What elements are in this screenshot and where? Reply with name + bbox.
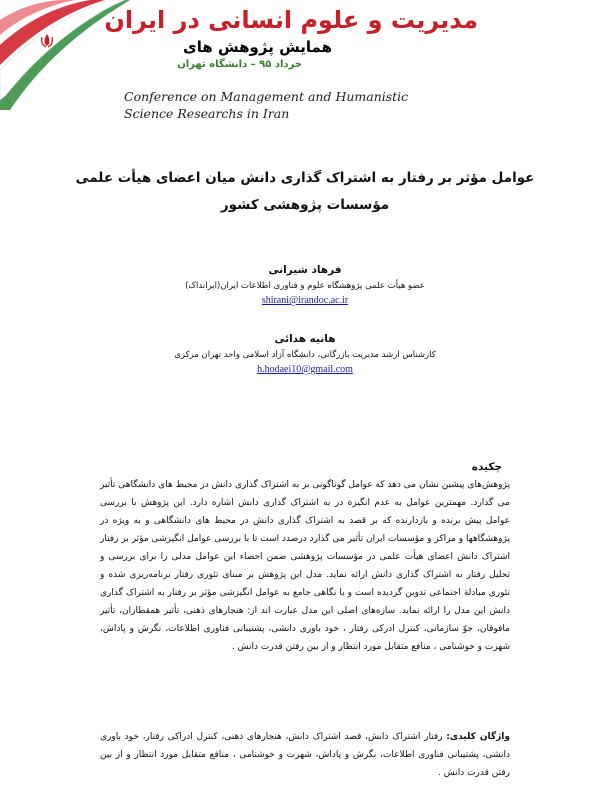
abstract-body: پژوهش‌های پیشین نشان می دهد که عوامل گوناگونی بر به اشتراک گذاری دانش در محیط های دانشگاهی تأثیر می گذارد. مهمترین عوامل به عدم انگیزة در به اشتراک گذاری دانش اشاره دارد. این پژوهش با بررسی عوامل پیش برنده و بازدارنده که بر قصد به اشتراک گذاری دانش در محیط های دانشگاهی و به ویژه در پژوهشگاهها و مراکز و مؤسسات ایران تأثیر می گذارد درصدد است تا با بررسی عوامل انگیزشی مؤثر بر رفتار اشتراک دانش اعضای هیأت علمی در مؤسسات پژوهشی ضمن احصاء این عوامل مدلی را برای بررسی و تحلیل رفتار به اشتراک گذاری دانش ارائه نماید. مدل این پژوهش بر مبنای تئوری رفتار برنامه‌ریزی شده و تئوری مبادلة اجتماعی تدوین گردیده است و با نگاهی جامع به عوامل انگیزشی مؤثر بر رفتار به اشتراک گذاری دانش این مدل را ارائه نماید. سازه‌های اصلی این مدل عبارت اند از: هنجارهای ذهنی، تأثیر همقطاران، تأثیر مافوقان، جوّ سازمانی، کنترل ادرکی رفتار ، خود باوری دانشی، پشتیبانی فناوری اطلاعات، نگرش و پاداش، شهرت و خوشنامی ، منافع متقابل مورد انتظار و از بین رفتن قدرت دانش . [100, 480, 510, 652]
keywords-text: رفتار اشتراک دانش، قصد اشتراک دانش، هنجارهای ذهنی، کنترل ادراکی رفتار، خود باوری دانشی، پشتیبانی فناوری اطلاعات، نگرش و پاداش، شهرت و خوشنامی ، منافع متقابل مورد انتظار و از بین رفتن قدرت دانش . [100, 732, 510, 778]
author-affiliation: عضو هیأت علمی پژوهشگاه علوم و فناوری اطلاعات ایران(ایرانداک) [185, 281, 425, 291]
author-affiliation: کارشناس ارشد مدیریت بازرگانی، دانشگاه آزاد اسلامی واحد تهران مرکزی [174, 350, 436, 360]
keywords-label: واژگان کلیدی: [446, 732, 510, 742]
author-email-link[interactable]: h.hodaei10@gmail.com [257, 364, 353, 375]
author-name: هانیه هدائی [274, 333, 336, 345]
conference-subtitle-fa: همایش پژوهش های [182, 38, 332, 56]
conference-title-fa: مدیریت و علوم انسانی در ایران [104, 6, 478, 34]
conference-date-fa: خرداد ۹۵ – دانشگاه تهران [177, 59, 302, 70]
conference-title-en: Conference on Management and Humanistic Science Researchs in Iran [124, 89, 409, 121]
paper-title: عوامل مؤثر بر رفتار به اشتراک گذاری دانش میان اعضای هیأت علمی مؤسسات پژوهشی کشور [75, 170, 535, 213]
author-block [60, 262, 550, 308]
iran-emblem-icon [38, 32, 56, 50]
author-name: فرهاد شیرانی [268, 264, 342, 276]
conference-header [0, 0, 602, 130]
keywords-paragraph [100, 728, 510, 782]
author-block [60, 331, 550, 377]
abstract-heading: چکیده [471, 461, 502, 473]
author-email-link[interactable]: shirani@irandoc.ac.ir [261, 295, 349, 306]
